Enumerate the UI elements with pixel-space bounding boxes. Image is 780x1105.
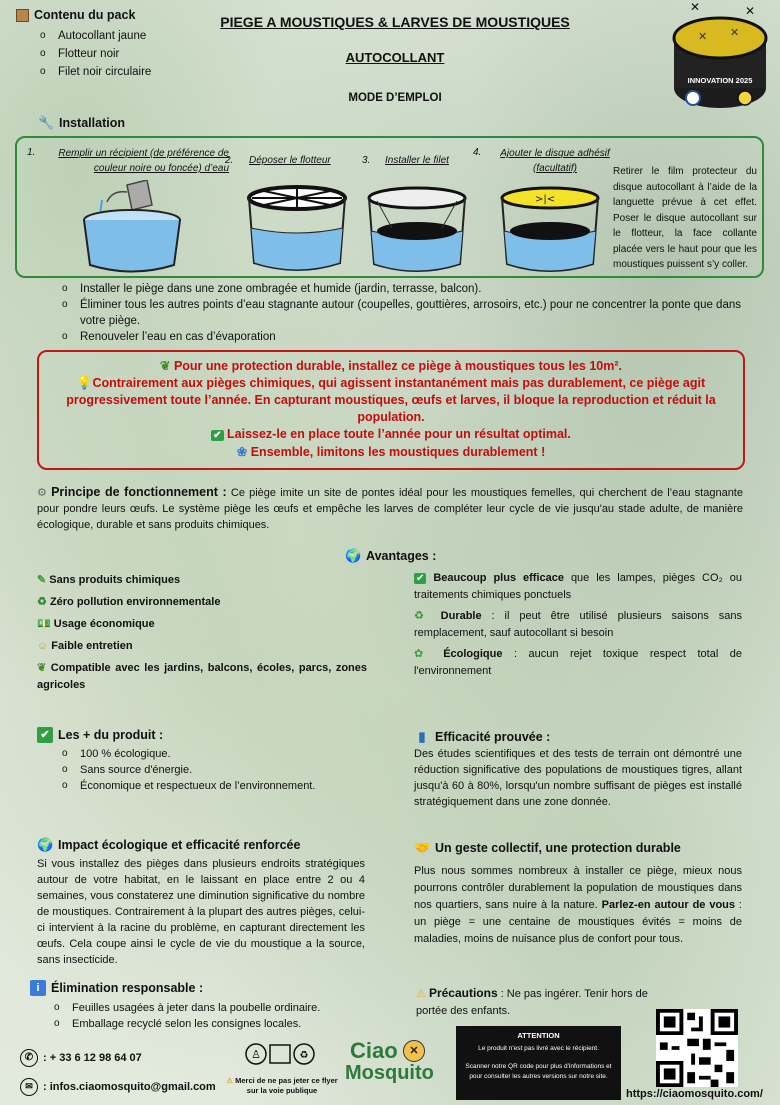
step-number: 4. [473,147,482,158]
step-label-1: Remplir un récipient (de préférence de couleur noire ou foncée) d’eau [58,148,229,174]
no-litter-icon [244,1042,316,1066]
elimination-item: o Feuilles usagées à jeter dans la poubelle ordinaire. [50,1000,380,1016]
advantage-item: ✎ Sans produits chimiques [37,574,181,586]
warning-icon: ⚠ [416,988,426,1000]
wrench-icon: 🔧 [38,115,55,130]
mosquito-icon: ✕ [690,0,701,14]
email-address[interactable]: : infos.ciaomosquito@gmail.com [43,1081,216,1093]
alert-line-2: 💡Contrairement aux pièges chimiques, qui agissent instantanément mais pas durablement, ce piège agit progressivement toute l’année. En capturant moustiques, œufs et larves, il bloque la reproduction et réduit la population. [66,376,716,424]
check-icon: ✔ [37,727,53,743]
bulb-icon: 💡 [76,376,93,390]
brand-top: Ciao [350,1038,398,1063]
phone-row [20,1049,142,1067]
step-number: 3. [362,155,371,166]
gear-icon: ⚙ [37,487,47,499]
alert-line-4: ❀ Ensemble, limitons les moustiques durablement ! [236,445,546,459]
impact-title: 🌍 Impact écologique et efficacité renforcée [37,837,301,852]
pen-icon: ✎ [37,574,47,586]
alert-line-1: ❦ Pour une protection durable, installez ce piège à moustiques tous les 10m². [160,359,622,373]
tip-item: o Renouveler l’eau en cas d’évaporation [58,329,758,345]
mosquito-icon: ✕ [745,4,756,18]
handshake-icon: 🤝 [414,840,431,855]
box-icon [16,9,29,22]
advantage-item: ✿ Écologique : aucun rejet toxique respect total de l'environnement [414,648,743,677]
alert-line-3: ✔ Laissez-le en place toute l’année pour un résultat optimal. [213,427,571,441]
mail-icon: ✉ [20,1078,38,1096]
svg-text:✕: ✕ [730,26,740,39]
tip-item: o Installer le piège dans une zone ombragée et humide (jardin, terrasse, balcon). [58,281,758,297]
efficacite-text: Des études scientifiques et des tests de terrain ont démontré une réduction significative des populations de moustiques tigres, allant jusqu'à 60 à 80%, lorsqu'un nombre suffisant de pièges est installé stratégiquement dans une zone donnée. [414,748,742,808]
bucket-net-icon [362,186,472,276]
plus-item: o Sans source d'énergie. [58,762,378,778]
plus-item: o 100 % écologique. [58,746,378,762]
recycle-icon: ♻ [37,596,47,608]
qr-code-icon [656,1009,738,1087]
attention-box [456,1026,621,1100]
sprout-icon: ✿ [414,648,432,660]
advantage-item: 💵 Usage économique [37,618,155,630]
pack-item: o Flotteur noir [36,45,216,63]
product-badge [668,8,772,112]
pack-title: Contenu du pack [16,8,216,22]
precautions-section: ⚠ Précautions : Ne pas ingérer. Tenir hors de portée des enfants. [416,986,648,1017]
attention-title: ATTENTION [517,1031,560,1040]
svg-text:♻: ♻ [299,1050,309,1061]
plus-title: ✔ Les + du produit : [37,727,163,743]
step-number: 2. [225,155,234,166]
advantage-item: ♻ Zéro pollution environnementale [37,596,221,608]
step-label-4: Ajouter le disque adhésif (facultatif) [500,148,610,174]
brand-logo [345,1040,440,1084]
no-litter-text: ⚠ Merci de ne pas jeter ce flyer sur la voie publique [226,1076,338,1095]
advantage-item: ❦ Compatible avec les jardins, balcons, écoles, parcs, zones agricoles [37,662,367,691]
step-label-2: Déposer le flotteur [249,155,331,166]
svg-text:INNOVATION 2025: INNOVATION 2025 [687,76,753,85]
butterfly-icon: ❀ [236,445,251,459]
avantages-right [414,570,742,680]
bucket-sticker-icon [495,186,605,276]
pack-section [16,8,216,81]
brand-bottom: Mosquito [345,1062,434,1084]
pack-item: o Filet noir circulaire [36,63,216,81]
attention-line-2: Scanner notre QR code pour plus d'informations et pour consulter les autres versions sur notre site. [465,1063,612,1080]
pack-item: o Autocollant jaune [36,27,216,45]
warning-icon: ⚠ [226,1076,234,1085]
phone-number[interactable]: : + 33 6 12 98 64 07 [43,1052,142,1064]
avantages-title: 🌍 Avantages : [345,548,437,563]
chart-icon: ▮ [418,729,426,744]
principe-section [37,484,743,533]
globe-icon: 🌍 [345,548,362,563]
check-icon: ✔ [213,430,222,441]
money-icon: 💵 [37,618,51,630]
svg-text:✕: ✕ [698,30,708,43]
advantage-item: ✔ Beaucoup plus efficace que les lampes, pièges CO₂ ou traitements chimiques ponctuels [414,572,743,601]
step-label-3: Installer le filet [385,155,449,166]
page-subtitle: AUTOCOLLANT [345,50,445,65]
principe-title: Principe de fonctionnement : [51,485,227,499]
qr-code[interactable] [656,1009,738,1087]
geste-text: Plus nous sommes nombreux à installer ce piège, mieux nous pourrons contrôler durablement la population de moustiques dans nos quartiers, sans nuire à la nature. Parlez-en autour de vous : un piège = une centaine de moustiques évités = moins de maladies, moins de nuisance plus de confort pour tous. [414,865,742,945]
plus-item: o Économique et respectueux de l’environnement. [58,778,378,794]
mode-emploi: MODE D’EMPLOI [348,92,442,104]
person-icon: ☺ [37,640,49,652]
precautions-title: Précautions [428,986,498,1000]
step4-text: Retirer le film protecteur du disque autocollant à l’aide de la languette prévue à cet effet. Poser le disque autocollant sur le flotteur, la face collante placée vers le haut pour que les moustiques puissent s’y coller. [613,166,757,270]
svg-text:>|<: >|< [535,194,556,205]
geste-title: 🤝 Un geste collectif, une protection durable [414,840,681,855]
alert-box [37,350,745,470]
step-number: 1. [27,147,36,158]
phone-icon: ✆ [20,1049,38,1067]
installation-box [15,136,764,278]
globe-icon: 🌍 [37,837,54,852]
trap-photo-icon [668,8,772,112]
page-title: PIEGE A MOUSTIQUES & LARVES DE MOUSTIQUES [220,14,570,30]
website-link[interactable]: https://ciaomosquito.com/ [626,1088,763,1100]
mosquito-logo-icon: ✕ [403,1040,425,1062]
tip-item: o Éliminer tous les autres points d’eau stagnante autour (coupelles, gouttières, arrosoirs, etc.) pour ne concentrer la ponte que dans votre piège. [58,297,758,329]
advantage-item: ☺ Faible entretien [37,640,133,652]
installation-title: 🔧 Installation [38,115,125,130]
avantages-left [37,572,367,694]
attention-line-1: Le produit n'est pas livré avec le récipient. [478,1045,599,1052]
efficacite-title: ▮ Efficacité prouvée : [414,729,550,745]
leaf-icon: ❦ [160,359,174,373]
info-icon: i [30,980,46,996]
svg-text:♙: ♙ [251,1048,261,1061]
advantage-item: ♻ Durable : il peut être utilisé plusieurs saisons sans remplacement, sauf autocollant si besoin [414,610,742,639]
bucket-float-icon [242,183,352,275]
email-row [20,1078,216,1096]
leaf-icon: ❦ [37,662,47,674]
principe-text: Ce piège imite un site de pontes idéal pour les moustiques femelles, qui cherchent de l’eau stagnante pour pondre leurs œufs. Le système piège les œufs et empêche les larves de compléter leur cycle de vie jusqu'au stade adulte, de manière écologique, durable et sans produits chimiques. [37,487,743,531]
impact-text: Si vous installez des pièges dans plusieurs endroits stratégiques autour de votre habitat, en le laissant en place entre 2 ou 4 semaines, vous constaterez une diminution significative du nombre de moustiques. Contrairement à la plupart des autres pièges, celui-ci intervient à la racine du problème, en capturant directement les œufs. Cela coupe ainsi le cycle de vie du moustique a la source, sans insecticide. [37,858,365,966]
elimination-item: o Emballage recyclé selon les consignes locales. [50,1016,380,1032]
check-icon: ✔ [416,573,425,584]
recycle-icon: ♻ [414,610,431,622]
elimination-title: i Élimination responsable : [30,980,203,996]
bucket-water-icon [72,180,192,275]
